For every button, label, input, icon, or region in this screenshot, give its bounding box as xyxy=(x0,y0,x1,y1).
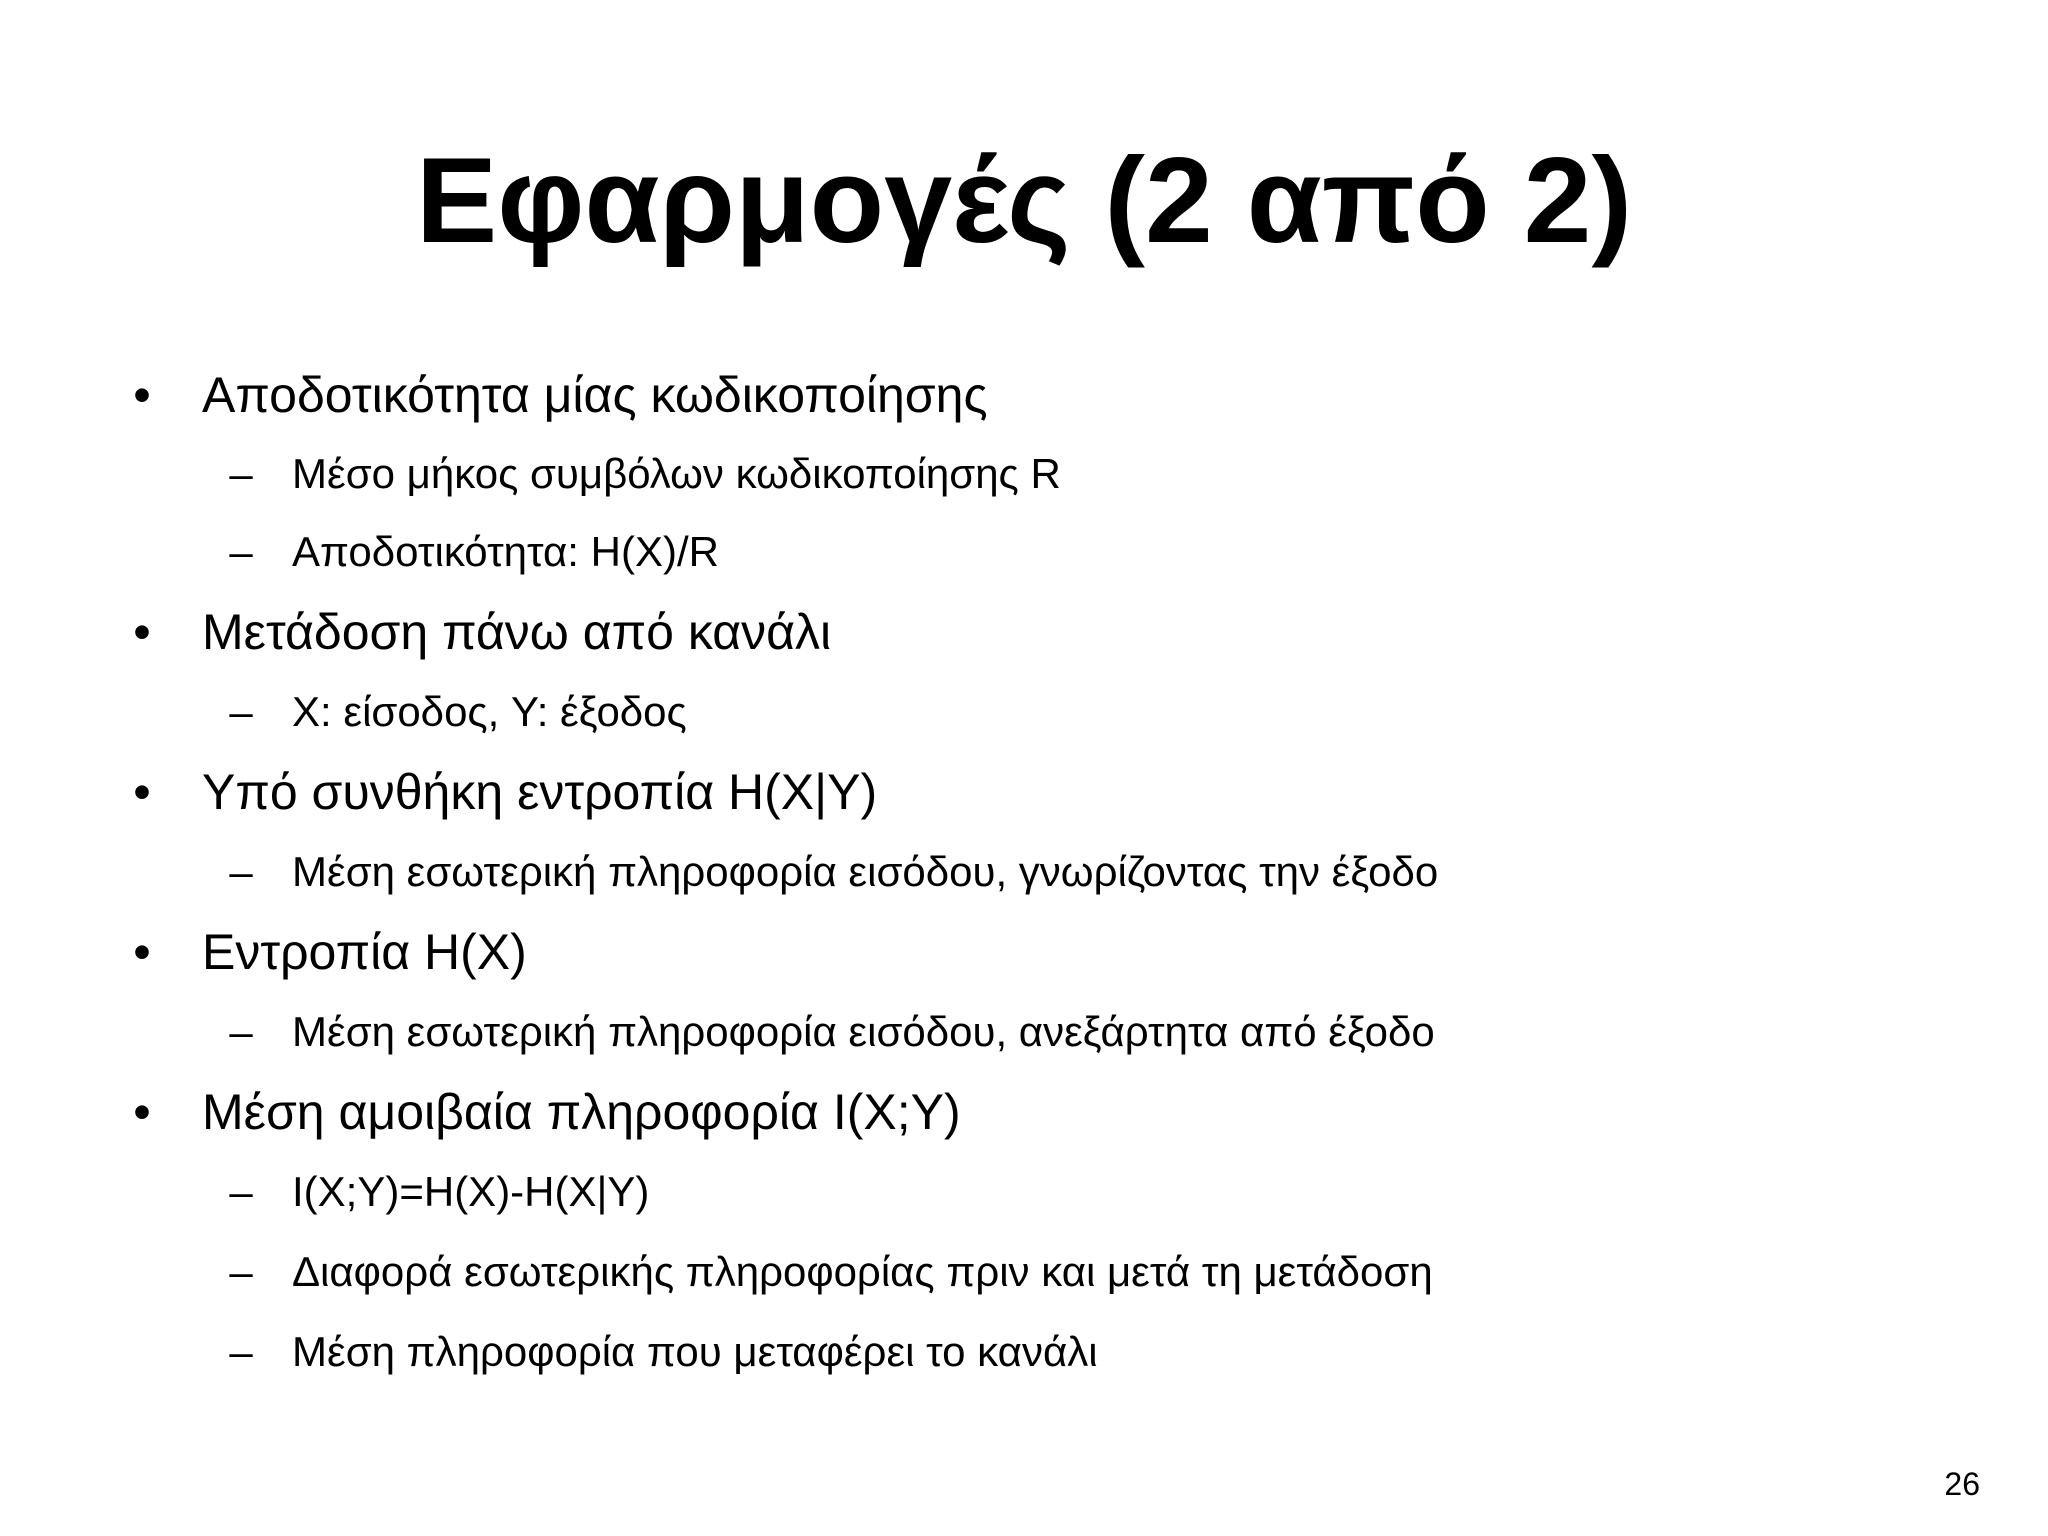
dash-marker: – xyxy=(229,1168,253,1215)
sub-bullet-text: Διαφορά εσωτερικής πληροφορίας πριν και μετά τη μετάδοση xyxy=(292,1248,1433,1295)
sub-bullet-text: X: είσοδος, Y: έξοδος xyxy=(292,688,687,735)
bullet-text: Αποδοτικότητα μίας κωδικοποίησης xyxy=(202,367,988,423)
bullet-text: Μέση αμοιβαία πληροφορία I(X;Y) xyxy=(202,1084,961,1140)
page-number: 26 xyxy=(1944,1466,1980,1502)
dash-marker: – xyxy=(229,848,253,895)
dash-marker: – xyxy=(229,1248,253,1295)
dash-marker: – xyxy=(229,450,253,497)
sub-bullet-text: Μέση εσωτερική πληροφορία εισόδου, ανεξάρτητα από έξοδο xyxy=(292,1008,1435,1055)
bullet-text: Εντροπία H(X) xyxy=(202,924,527,980)
sub-bullet-text: Μέσο μήκος συμβόλων κωδικοποίησης R xyxy=(292,450,1061,497)
sub-bullet-text: Αποδοτικότητα: H(X)/R xyxy=(292,528,719,575)
bullet-text: Μετάδοση πάνω από κανάλι xyxy=(202,604,832,660)
bullet-marker: • xyxy=(133,1084,151,1140)
bullet-marker: • xyxy=(133,604,151,660)
bullet-text: Υπό συνθήκη εντροπία H(X|Y) xyxy=(202,764,878,820)
sub-bullet-text: I(X;Y)=H(X)-H(X|Y) xyxy=(292,1168,650,1215)
slide-title: Εφαρμογές (2 από 2) xyxy=(415,132,1633,268)
bullet-marker: • xyxy=(133,764,151,820)
bullet-marker: • xyxy=(133,367,151,423)
bullet-marker: • xyxy=(133,924,151,980)
dash-marker: – xyxy=(229,1008,253,1055)
sub-bullet-text: Μέση εσωτερική πληροφορία εισόδου, γνωρίζοντας την έξοδο xyxy=(292,848,1439,895)
sub-bullet-text: Μέση πληροφορία που μεταφέρει το κανάλι xyxy=(292,1328,1098,1375)
dash-marker: – xyxy=(229,688,253,735)
dash-marker: – xyxy=(229,528,253,575)
dash-marker: – xyxy=(229,1328,253,1375)
